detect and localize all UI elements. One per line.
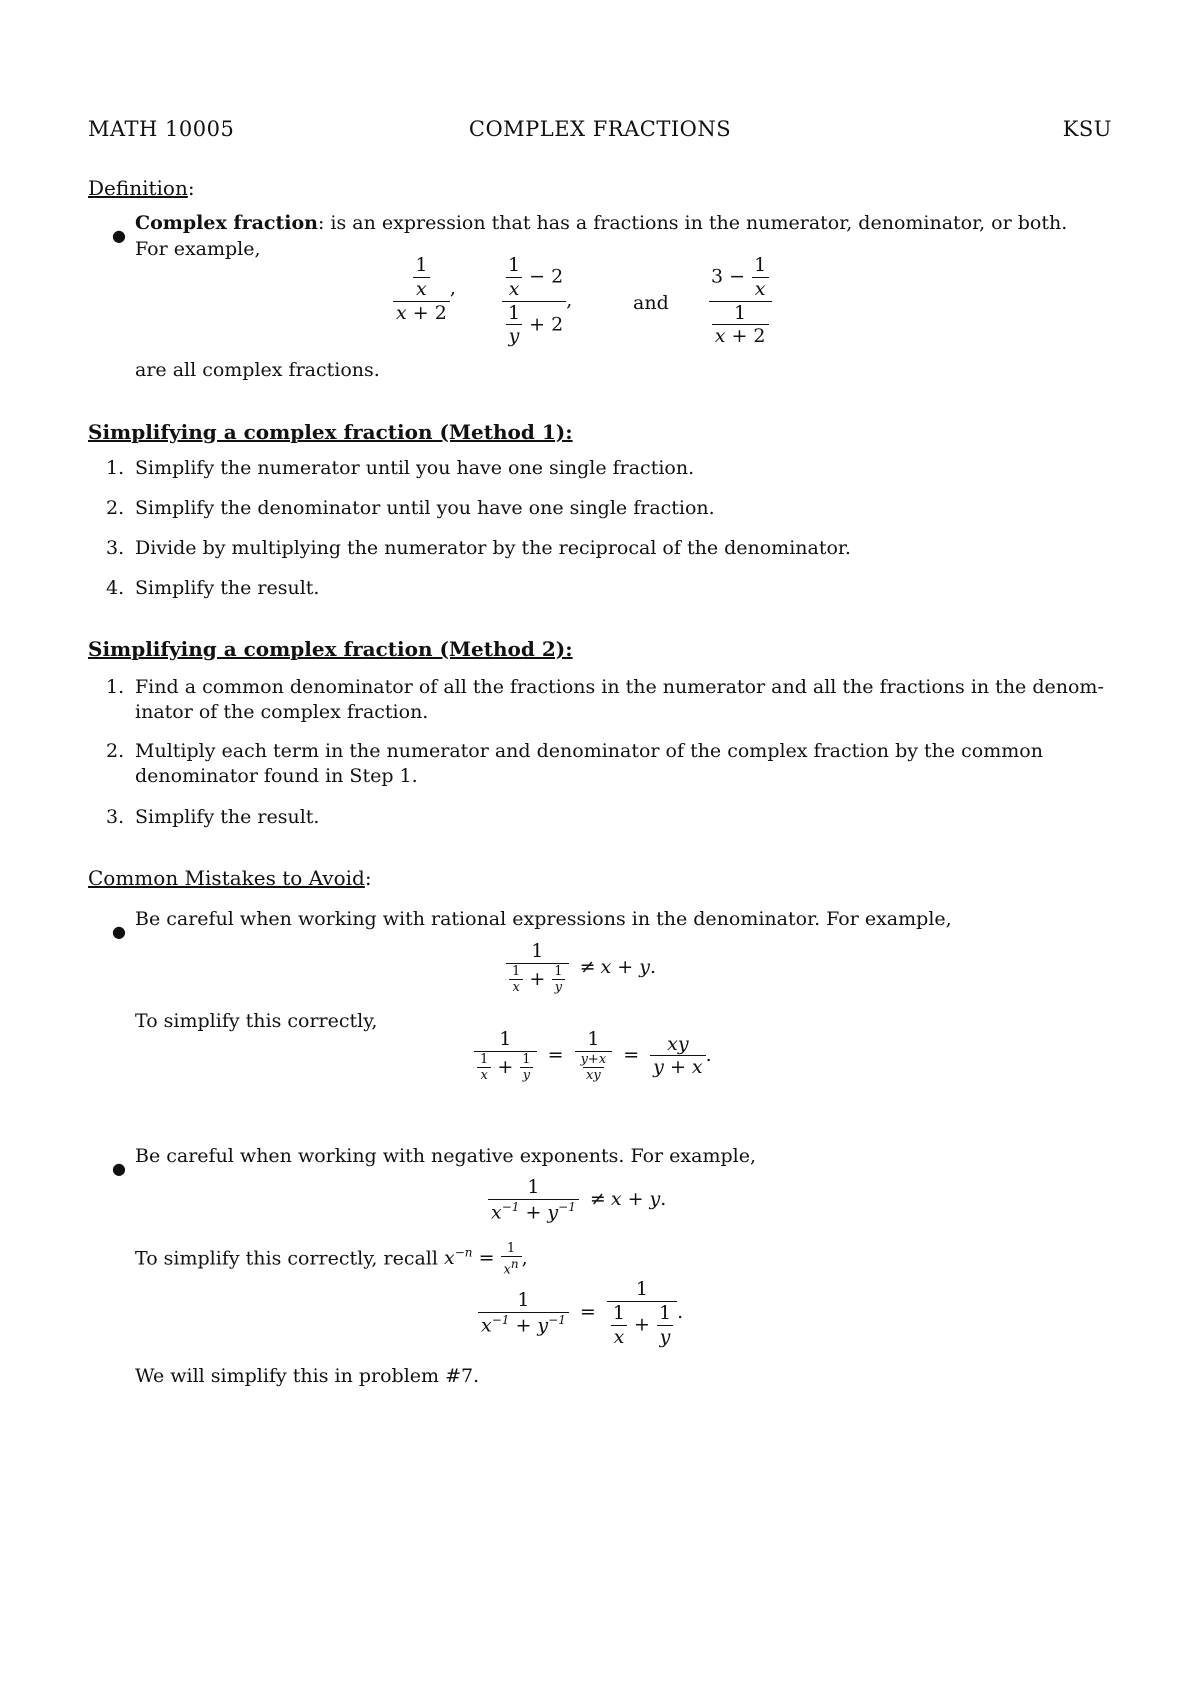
definition-closing: are all complex fractions. (135, 359, 380, 381)
for-example-text: For example, (135, 238, 261, 260)
bullet-icon: ● (112, 226, 126, 245)
mistake2-closing: We will simplify this in problem #7. (135, 1365, 480, 1387)
method1-step-num: 1. (106, 457, 125, 479)
method1-step: Divide by multiplying the numerator by the reciprocal of the denominator. (135, 537, 851, 559)
method2-step: Multiply each term in the numerator and denominator of the complex fraction by the common (135, 740, 1043, 762)
definition-text: : is an expression that has a fractions in the numerator, denominator, or both. (317, 212, 1068, 234)
school-name: KSU (1062, 117, 1112, 141)
bullet-icon: ● (112, 922, 126, 941)
method1-step: Simplify the denominator until you have one single fraction. (135, 497, 715, 519)
method2-step: Simplify the result. (135, 806, 320, 828)
method1-heading: Simplifying a complex fraction (Method 1): (88, 420, 573, 444)
definition-line (135, 210, 1125, 237)
example-fraction-3: 3 − $\frac{1}{x}$ $\frac{1}{x + 2}$ (708, 254, 772, 348)
mistake1-correct-intro: To simplify this correctly, (135, 1010, 378, 1032)
method2-step-num: 3. (106, 806, 125, 828)
definition-term: Complex fraction (135, 212, 318, 234)
definition-heading: Definition: (88, 176, 195, 200)
example-fraction-1: $\frac{\frac{1}{x}}{x + 2}$ , (393, 254, 456, 324)
mistake2-correct-intro: To simplify this correctly, recall $x^{-n}$ = $\frac{1}{xn}$ , (135, 1240, 528, 1278)
method2-step-num: 2. (106, 740, 125, 762)
example-fraction-2: $\frac{1}{x}$ − 2 $\frac{1}{y}$ + 2 , (502, 254, 572, 348)
page-title: COMPLEX FRACTIONS (468, 117, 732, 141)
mistake2-wrong-equation: $\frac{1}{x^{-1} + y^{-1}}$ ≠ x + y. (488, 1176, 666, 1224)
method1-step-num: 3. (106, 537, 125, 559)
mistake1-correct-equation: 1 $\frac{1}{x}$ + $\frac{1}{y}$ = $\frac{1}{\frac{y+x}{xy}}$ = $\frac{xy}{y + x}$ . (474, 1028, 712, 1084)
bullet-icon: ● (112, 1159, 126, 1178)
method1-step-num: 2. (106, 497, 125, 519)
mistakes-heading: Common Mistakes to Avoid: (88, 866, 372, 890)
method2-step-cont: inator of the complex fraction. (135, 701, 429, 723)
mistake1-wrong-equation: 1 $\frac{1}{x}$ + $\frac{1}{y}$ ≠ x + y. (506, 940, 656, 996)
method1-step-num: 4. (106, 577, 125, 599)
course-code: MATH 10005 (88, 117, 235, 141)
and-label: and (633, 292, 669, 314)
mistake1-text: Be careful when working with rational expressions in the denominator. For example, (135, 908, 952, 930)
method1-step: Simplify the result. (135, 577, 320, 599)
mistake2-correct-equation: $\frac{1}{x^{-1} + y^{-1}}$ = 1 $\frac{1}{x}$ + $\frac{1}{y}$ . (478, 1278, 683, 1348)
method2-step-cont: denominator found in Step 1. (135, 765, 418, 787)
method1-step: Simplify the numerator until you have one single fraction. (135, 457, 695, 479)
method2-heading: Simplifying a complex fraction (Method 2): (88, 637, 573, 661)
method2-step-num: 1. (106, 676, 125, 698)
mistake2-text: Be careful when working with negative exponents. For example, (135, 1145, 756, 1167)
method2-step: Find a common denominator of all the fractions in the numerator and all the fractions in the denom- (135, 676, 1104, 698)
